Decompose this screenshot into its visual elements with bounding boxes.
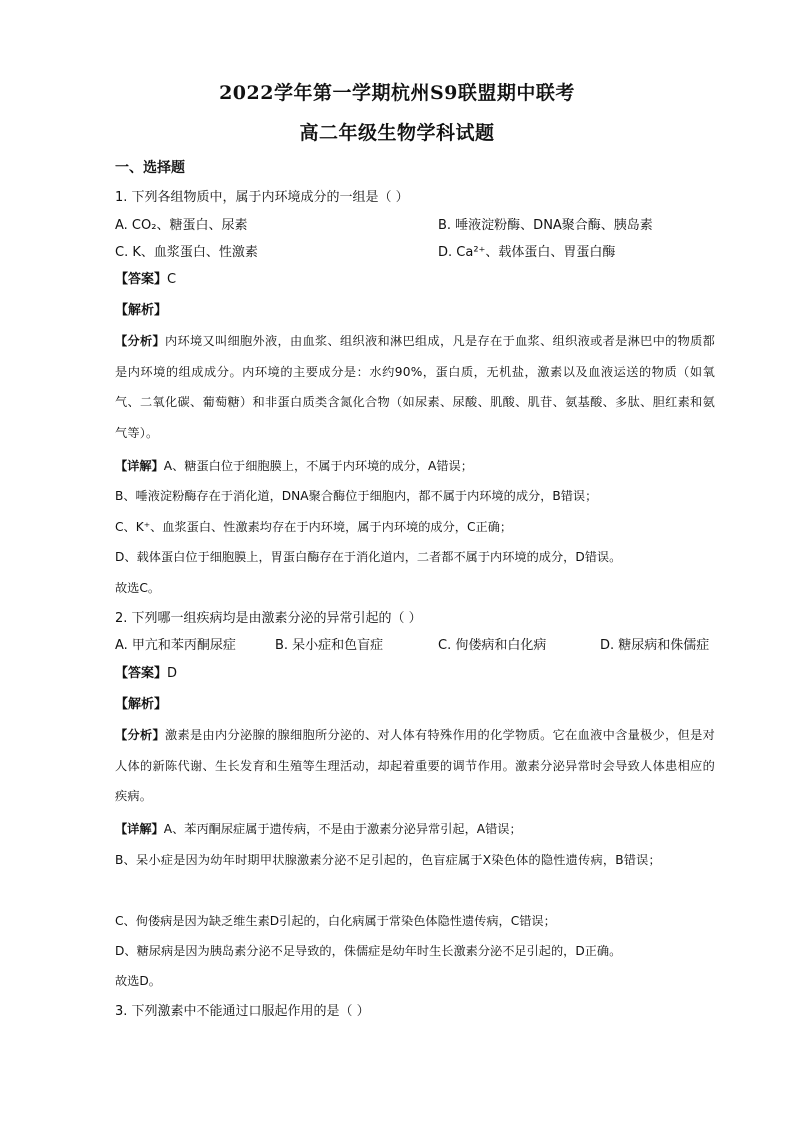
q2-option-b: B. 呆小症和色盲症 <box>275 638 384 653</box>
fenxi-tag: 【分析】 <box>115 728 166 742</box>
q1-detail-a <box>115 456 473 476</box>
xiangjie-tag: 【详解】 <box>115 459 164 473</box>
q1-option-a: A. CO₂、糖蛋白、尿素 <box>115 218 248 233</box>
q2-option-a: A. 甲亢和苯丙酮尿症 <box>115 638 236 653</box>
q1-answer <box>115 270 176 290</box>
q2-answer <box>115 664 177 684</box>
answer-value: C <box>167 272 177 287</box>
q1-analysis-tag: 【解析】 <box>115 303 168 318</box>
exam-title: 2022学年第一学期杭州S9联盟期中联考 <box>219 82 575 104</box>
q1-conclusion: 故选C。 <box>115 581 161 595</box>
xiangjie-tag: 【详解】 <box>115 822 164 836</box>
answer-tag: 【答案】 <box>115 666 168 681</box>
answer-tag: 【答案】 <box>115 272 168 287</box>
q2-conclusion: 故选D。 <box>115 974 161 988</box>
detail-text: A、苯丙酮尿症属于遗传病，不是由于激素分泌异常引起，A错误； <box>163 822 522 836</box>
detail-text: A、糖蛋白位于细胞膜上，不属于内环境的成分，A错误； <box>163 459 473 473</box>
q2-analysis-tag: 【解析】 <box>115 697 168 712</box>
question-3-stem: 3. 下列激素中不能通过口服起作用的是（ ） <box>115 1004 370 1019</box>
q2-detail-a <box>115 819 522 839</box>
fenxi-text: 激素是由内分泌腺的腺细胞所分泌的、对人体有特殊作用的化学物质。它在血液中含量极少，但是对人体的新陈代谢、生长发育和生殖等生理活动，却起着重要的调节作用。激素分泌异常时会导致人体患相应的疾病。 <box>115 728 715 803</box>
q2-detail-c: C、佝偻病是因为缺乏维生素D引起的，白化病属于常染色体隐性遗传病，C错误； <box>115 914 556 928</box>
q2-detail-b: B、呆小症是因为幼年时期甲状腺激素分泌不足引起的，色盲症属于X染色体的隐性遗传病，B错误； <box>115 853 661 867</box>
fenxi-text: 内环境又叫细胞外液，由血浆、组织液和淋巴组成，凡是存在于血浆、组织液或者是淋巴中的物质都是内环境的组成成分。内环境的主要成分是：水约90%，蛋白质，无机盐，激素以及血液运送的物质（如氧气、二氧化碳、葡萄糖）和非蛋白质类含氮化合物（如尿素、尿酸、肌酸、肌苷、氨基酸、多肽、胆红素和氨气等）。 <box>115 334 715 440</box>
answer-value: D <box>167 666 178 681</box>
section-heading: 一、选择题 <box>115 160 185 176</box>
q1-option-b: B. 唾液淀粉酶、DNA聚合酶、胰岛素 <box>438 218 653 233</box>
q1-analysis-paragraph <box>115 326 715 448</box>
q1-detail-c: C、K⁺、血浆蛋白、性激素均存在于内环境，属于内环境的成分，C正确； <box>115 520 513 534</box>
exam-subtitle: 高二年级生物学科试题 <box>299 122 495 144</box>
q2-detail-d: D、糖尿病是因为胰岛素分泌不足导致的，侏儒症是幼年时生长激素分泌不足引起的，D正确。 <box>115 944 622 958</box>
q1-detail-d: D、载体蛋白位于细胞膜上，胃蛋白酶存在于消化道内，二者都不属于内环境的成分，D错误。 <box>115 550 622 564</box>
q1-option-d: D. Ca²⁺、载体蛋白、胃蛋白酶 <box>438 245 616 260</box>
q2-analysis-paragraph <box>115 720 715 812</box>
question-2-stem: 2. 下列哪一组疾病均是由激素分泌的异常引起的（ ） <box>115 611 422 626</box>
question-1-stem: 1. 下列各组物质中，属于内环境成分的一组是（ ） <box>115 190 409 205</box>
fenxi-tag: 【分析】 <box>115 334 166 348</box>
q1-option-c: C. K、血浆蛋白、性激素 <box>115 245 258 260</box>
q2-option-d: D. 糖尿病和侏儒症 <box>600 638 710 653</box>
q2-option-c: C. 佝偻病和白化病 <box>438 638 547 653</box>
q1-detail-b: B、唾液淀粉酶存在于消化道，DNA聚合酶位于细胞内，都不属于内环境的成分，B错误； <box>115 489 598 503</box>
